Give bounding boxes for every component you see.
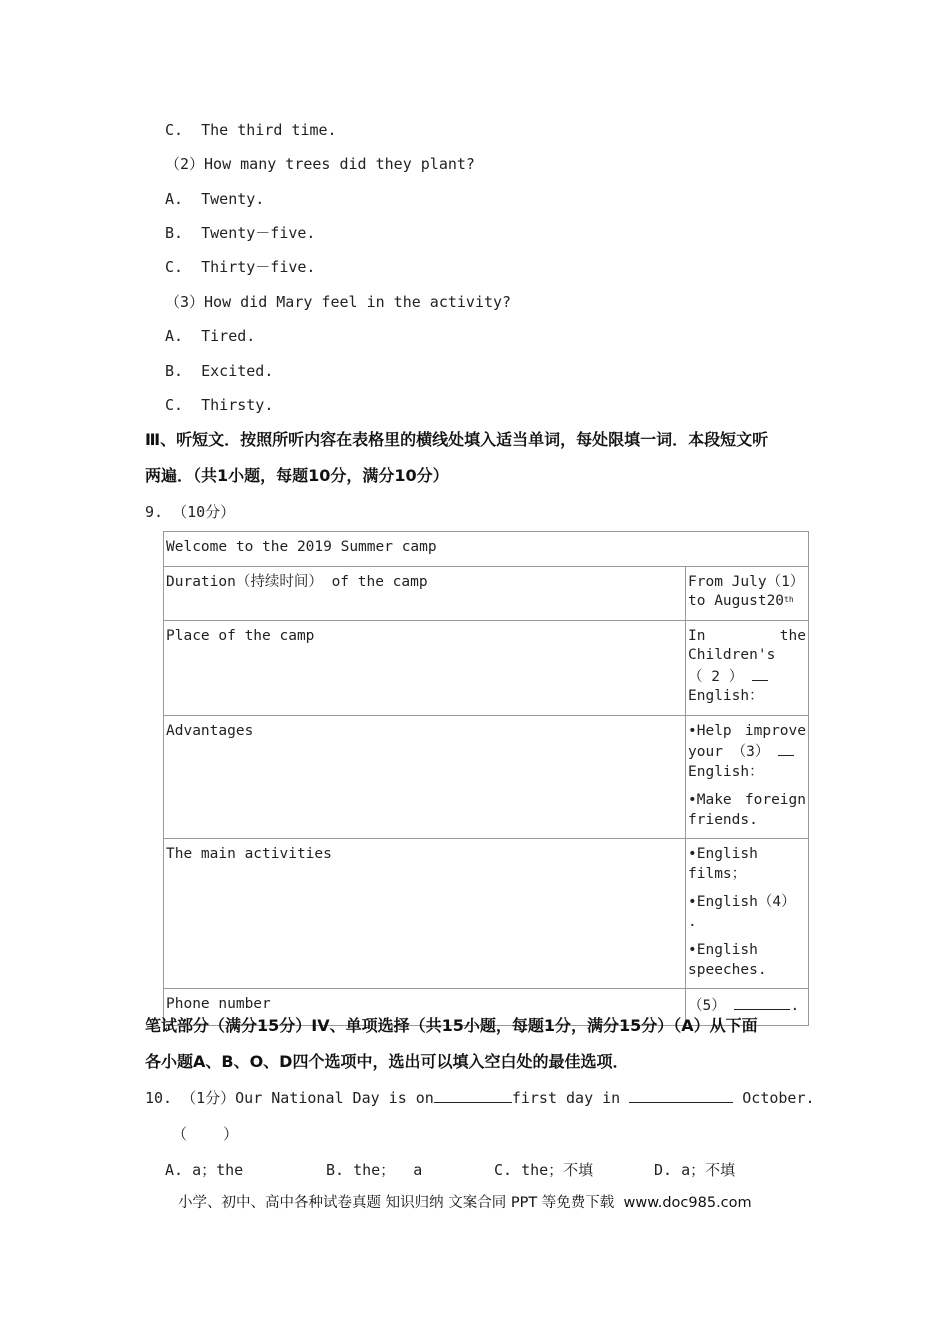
q10-option-a: A. a；the <box>165 1161 244 1179</box>
question-10-answer-paren: （ ） <box>172 1125 239 1143</box>
page-footer: 小学、初中、高中各种试卷真题 知识归纳 文案合同 PPT 等免费下载 www.doc985.com <box>178 1195 752 1211</box>
table-row-header <box>164 532 809 567</box>
blank-5[interactable] <box>734 995 790 1010</box>
advantages-value-cell: •Help improve your （3） English： •Make foreign friends. <box>686 715 809 839</box>
table-row-place <box>164 620 809 715</box>
q8-sub3-option-b: B. Excited. <box>165 362 274 380</box>
written-part-instructions-line2: 各小题A、B、O、D四个选项中，选出可以填入空白处的最佳选项． <box>145 1052 629 1071</box>
written-part-instructions-line1: 笔试部分（满分15分）IV、单项选择（共15小题，每题1分，满分15分）（A）从下面 <box>145 1016 758 1035</box>
q10-option-c: C. the；不填 <box>494 1161 594 1179</box>
blank-2[interactable] <box>752 666 768 681</box>
place-value-cell: In the Children's （ 2 ） English： <box>686 620 809 715</box>
question-9-label: 9. （10分） <box>145 503 236 521</box>
table-header-cell: Welcome to the 2019 Summer camp <box>164 532 809 567</box>
q8-sub2-option-c: C. Thirty－five. <box>165 258 316 276</box>
table-row-advantages <box>164 715 809 839</box>
section3-instructions-line1: Ⅲ、听短文．按照所听内容在表格里的横线处填入适当单词，每处限填一词．本段短文听 <box>145 430 769 449</box>
q8-sub3-option-c: C. Thirsty. <box>165 396 274 414</box>
phone-value-cell: （5） . <box>686 989 809 1026</box>
q10-blank-2[interactable] <box>629 1088 733 1103</box>
question-10-stem: 10. （1分）Our National Day is on first day in October. <box>145 1089 815 1107</box>
q8-subquestion-2: （2）How many trees did they plant? <box>165 155 475 173</box>
table-row-duration <box>164 566 809 620</box>
duration-label-cell: Duration（持续时间） of the camp <box>164 566 686 620</box>
place-label-cell: Place of the camp <box>164 620 686 715</box>
q10-option-d: D. a；不填 <box>654 1161 736 1179</box>
section3-instructions-line2: 两遍．（共1小题，每题10分，满分10分） <box>145 466 449 485</box>
advantages-label-cell: Advantages <box>164 715 686 839</box>
summer-camp-table <box>163 531 809 1026</box>
q8-sub3-option-a: A. Tired. <box>165 327 256 345</box>
duration-value-cell: From July（1） to August20th <box>686 566 809 620</box>
blank-3[interactable] <box>778 741 794 756</box>
q8-sub2-option-a: A. Twenty. <box>165 190 265 208</box>
activities-value-cell: •English films； •English（4） . •English speeches. <box>686 839 809 989</box>
q8-sub2-option-b: B. Twenty－five. <box>165 224 316 242</box>
q8-subquestion-3: （3）How did Mary feel in the activity? <box>165 293 512 311</box>
activities-label-cell: The main activities <box>164 839 686 989</box>
q10-option-b: B. the； a <box>326 1161 423 1179</box>
phone-label-cell: Phone number <box>164 989 686 1026</box>
table-row-activities <box>164 839 809 989</box>
q10-blank-1[interactable] <box>434 1088 512 1103</box>
q8-option-c-third-time: C. The third time. <box>165 121 337 139</box>
